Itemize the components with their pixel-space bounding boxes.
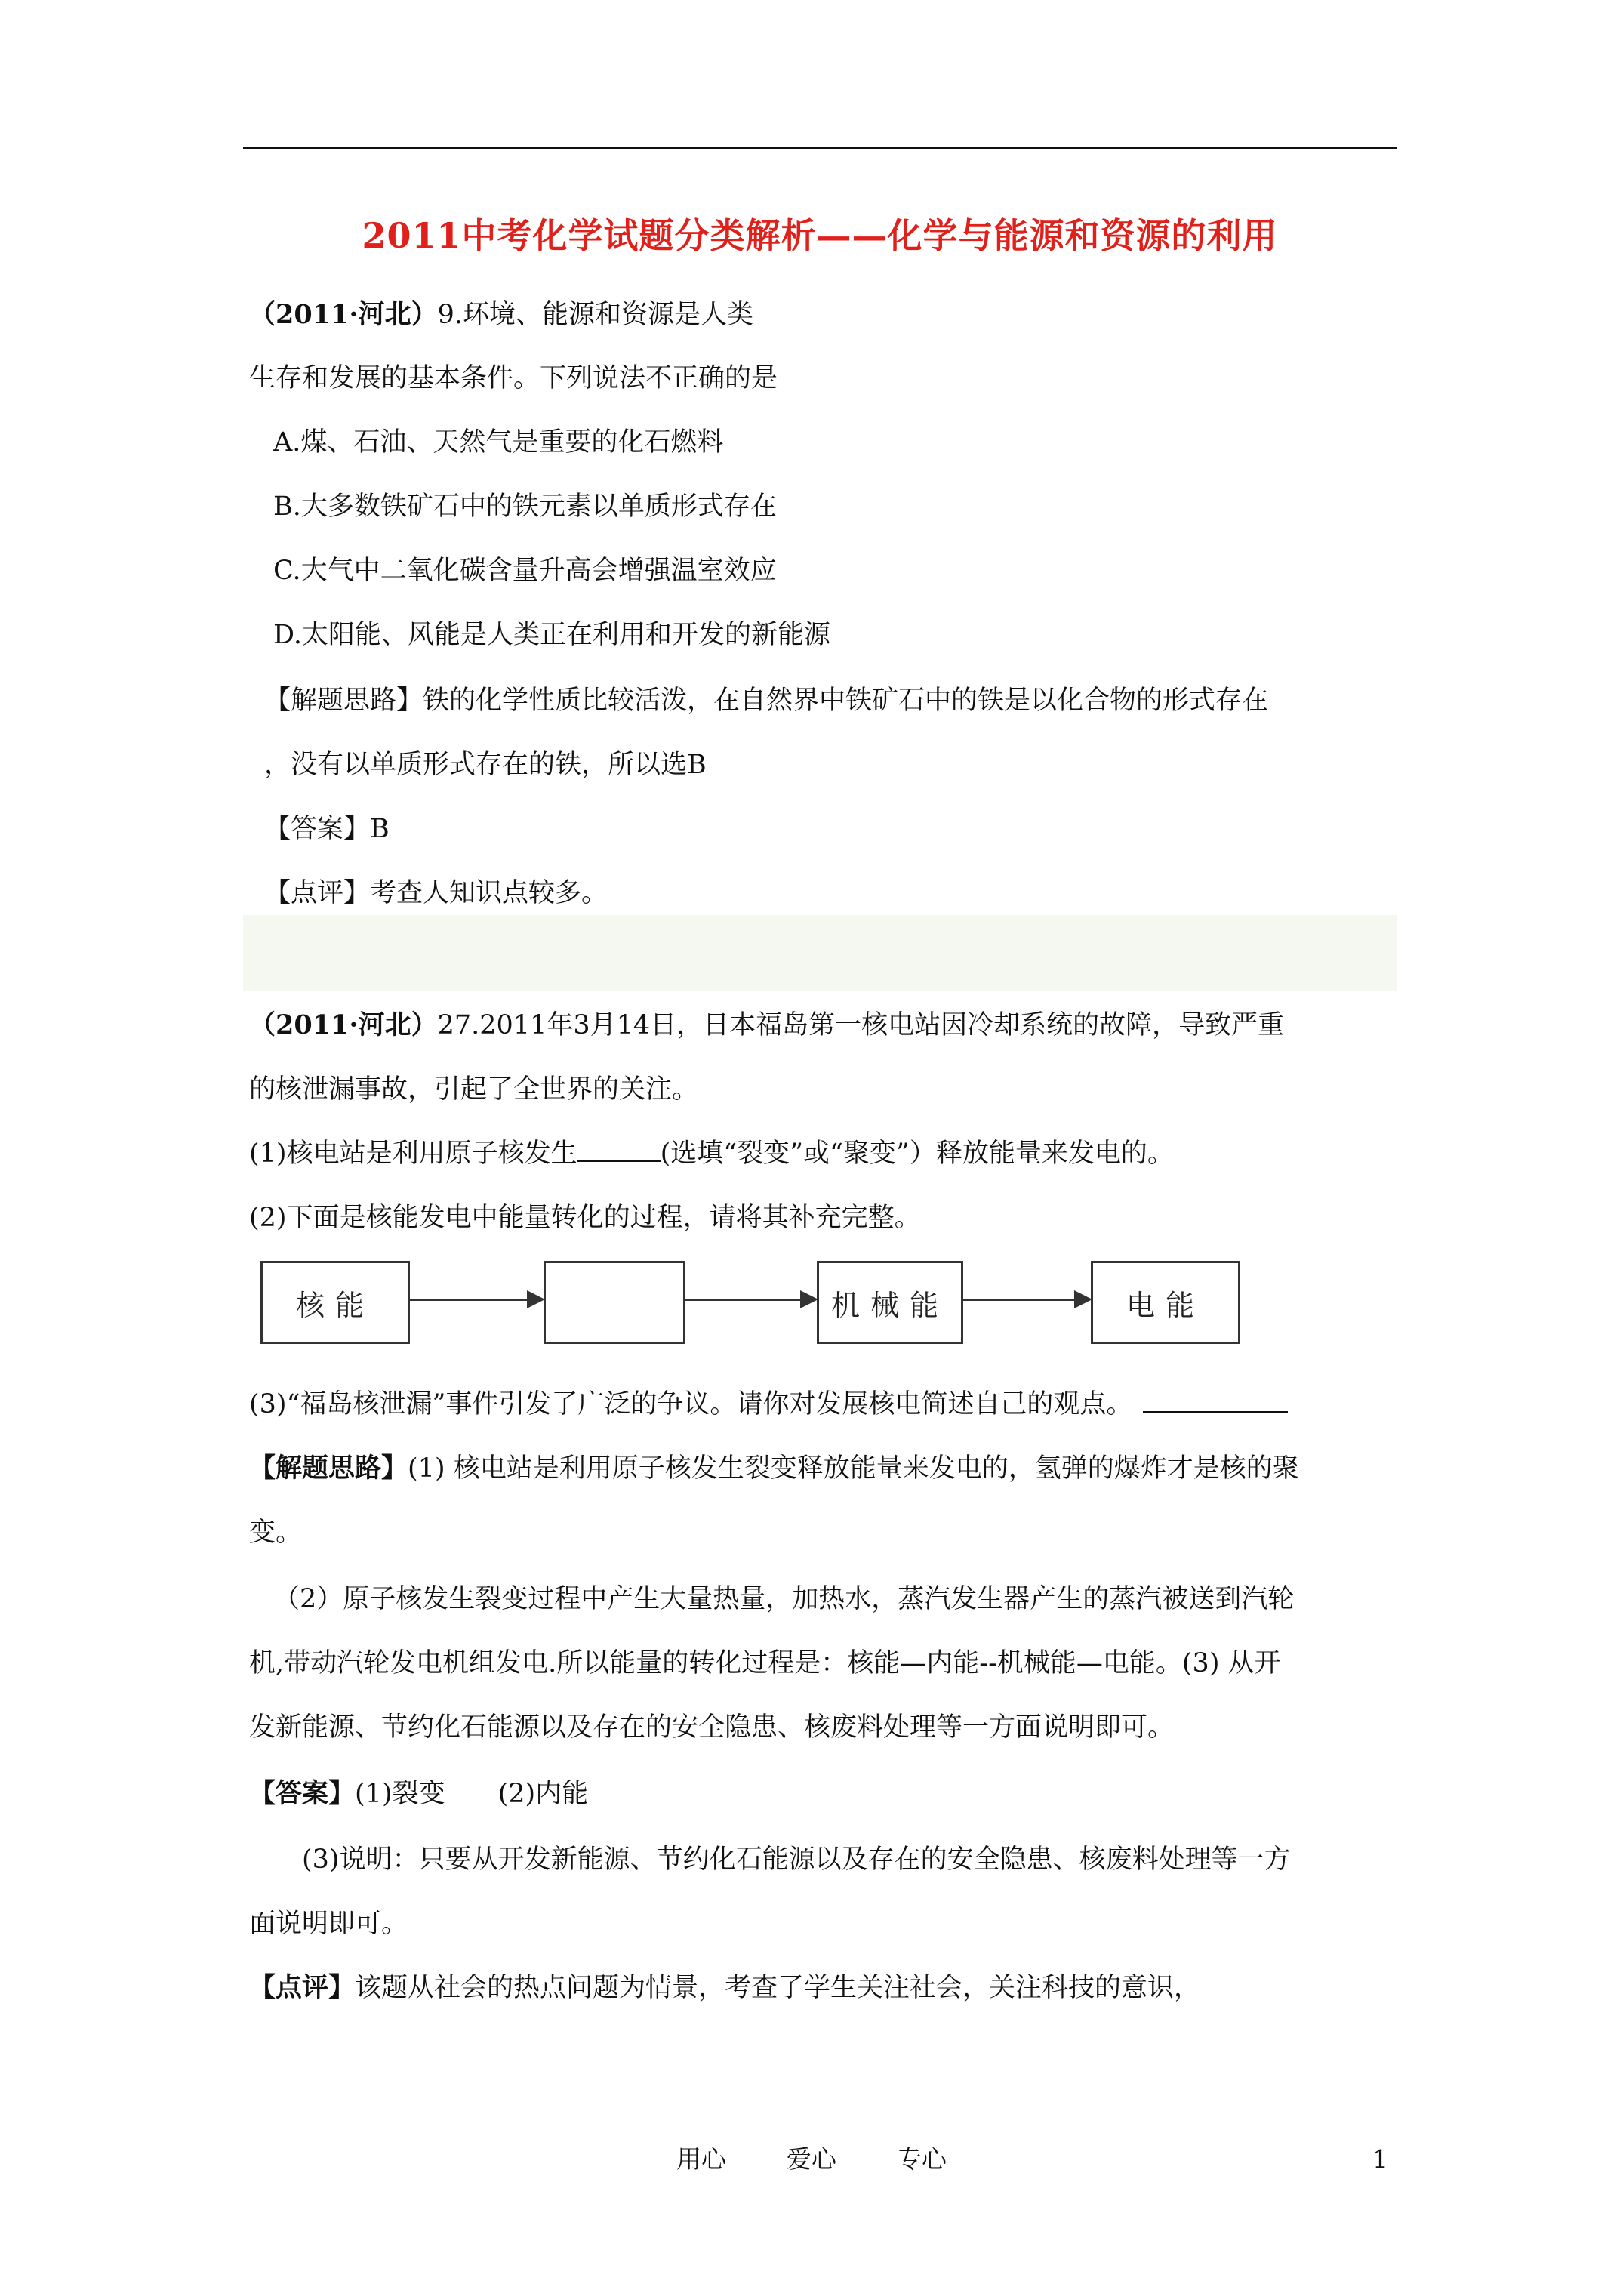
q1-source: （2011·河北） — [249, 299, 438, 330]
q1-analysis-2: ，没有以单质形式存在的铁，所以选B — [264, 750, 707, 780]
flow-arrow-3 — [961, 1299, 1089, 1301]
q2-answer-1: (1)裂变 (2)内能 — [355, 1779, 589, 1809]
q2-comment — [249, 1969, 1200, 2007]
q2-analysis-5: 发新能源、节约化石能源以及存在的安全隐患、核废料处理等一方面说明即可。 — [249, 1712, 1175, 1743]
q2-stem-2: 的核泄漏事故，引起了全世界的关注。 — [249, 1074, 699, 1105]
page-number: 1 — [1372, 2144, 1388, 2174]
q1-answer-value: B — [370, 814, 390, 844]
q2-analysis-label: 【解题思路】 — [249, 1453, 408, 1484]
q2-sub1-b: (选填“裂变”或“聚变”）释放能量来发电的。 — [660, 1139, 1174, 1169]
page-title: 2011中考化学试题分类解析——化学与能源和资源的利用 — [362, 215, 1278, 256]
q1-answer — [264, 810, 390, 848]
q2-sub1-a: (1)核电站是利用原子核发生 — [249, 1139, 577, 1169]
q1-stem-1: 9.环境、能源和资源是人类 — [437, 300, 754, 330]
q1-comment-label: 【点评】 — [264, 878, 371, 908]
flow-box-nuclear: 核能 — [260, 1261, 410, 1344]
q1-comment-text: 考查人知识点较多。 — [370, 878, 608, 908]
header-rule — [243, 147, 1397, 149]
section-separator — [243, 915, 1397, 991]
q2-comment-label: 【点评】 — [249, 1972, 356, 2003]
q2-sub1-blank — [577, 1137, 661, 1163]
q1-option-b: B.大多数铁矿石中的铁元素以单质形式存在 — [273, 492, 777, 522]
q2-answer-3: 面说明即可。 — [249, 1909, 408, 1939]
q1-analysis-line-1 — [264, 682, 1268, 720]
q2-analysis-line-1 — [249, 1450, 1299, 1487]
q2-sub2: (2)下面是核能发电中能量转化的过程，请将其补充完整。 — [249, 1203, 921, 1233]
q1-answer-label: 【答案】 — [264, 814, 371, 844]
q2-sub3-text: (3)“福岛核泄漏”事件引发了广泛的争议。请你对发展核电简述自己的观点。 — [249, 1389, 1133, 1419]
q1-analysis-1: 铁的化学性质比较活泼，在自然界中铁矿石中的铁是以化合物的形式存在 — [423, 686, 1269, 716]
q2-sub3-blank — [1143, 1388, 1288, 1413]
q2-sub3 — [249, 1385, 1288, 1423]
q1-analysis-label: 【解题思路】 — [264, 686, 423, 716]
flow-box-electric: 电能 — [1091, 1261, 1240, 1344]
footer-motto-2: 爱心 — [787, 2144, 836, 2174]
q1-stem-line-1 — [249, 296, 753, 334]
footer-motto-1: 用心 — [676, 2144, 726, 2174]
q1-option-d: D.太阳能、风能是人类正在利用和开发的新能源 — [273, 620, 830, 650]
q2-answer-2: (3)说明：只要从开发新能源、节约化石能源以及存在的安全隐患、核废料处理等一方 — [302, 1845, 1291, 1875]
q2-analysis-1: (1) 核电站是利用原子核发生裂变释放能量来发电的，氢弹的爆炸才是核的聚 — [408, 1453, 1299, 1484]
q2-comment-text: 该题从社会的热点问题为情景，考查了学生关注社会，关注科技的意识， — [355, 1973, 1201, 2003]
q1-stem-2: 生存和发展的基本条件。下列说法不正确的是 — [249, 363, 778, 393]
flow-arrow-2 — [683, 1299, 815, 1301]
q1-option-a: A.煤、石油、天然气是重要的化石燃料 — [273, 427, 724, 458]
q2-answer-label: 【答案】 — [249, 1778, 356, 1809]
energy-flow-diagram — [260, 1261, 1257, 1345]
q2-analysis-2: 变。 — [249, 1518, 303, 1548]
flow-arrow-1 — [408, 1299, 542, 1301]
q1-comment — [264, 874, 608, 912]
flow-box-blank — [544, 1261, 685, 1344]
q2-analysis-4: 机,带动汽轮发电机组发电.所以能量的转化过程是：核能—内能--机械能—电能。(3) 从开 — [249, 1648, 1281, 1678]
q2-source: （2011·河北） — [249, 1009, 438, 1040]
footer-motto-3: 专心 — [897, 2144, 947, 2174]
q2-stem-1: 27.2011年3月14日，日本福岛第一核电站因冷却系统的故障，导致严重 — [437, 1010, 1285, 1040]
flow-box-mechanical: 机械能 — [817, 1261, 963, 1344]
q1-option-c: C.大气中二氧化碳含量升高会增强温室效应 — [273, 556, 777, 586]
q2-answer-line-1 — [249, 1775, 588, 1813]
q2-sub1 — [249, 1135, 1174, 1173]
q2-stem-line-1 — [249, 1006, 1284, 1044]
q2-analysis-3: （2）原子核发生裂变过程中产生大量热量，加热水，蒸汽发生器产生的蒸汽被送到汽轮 — [273, 1584, 1295, 1614]
